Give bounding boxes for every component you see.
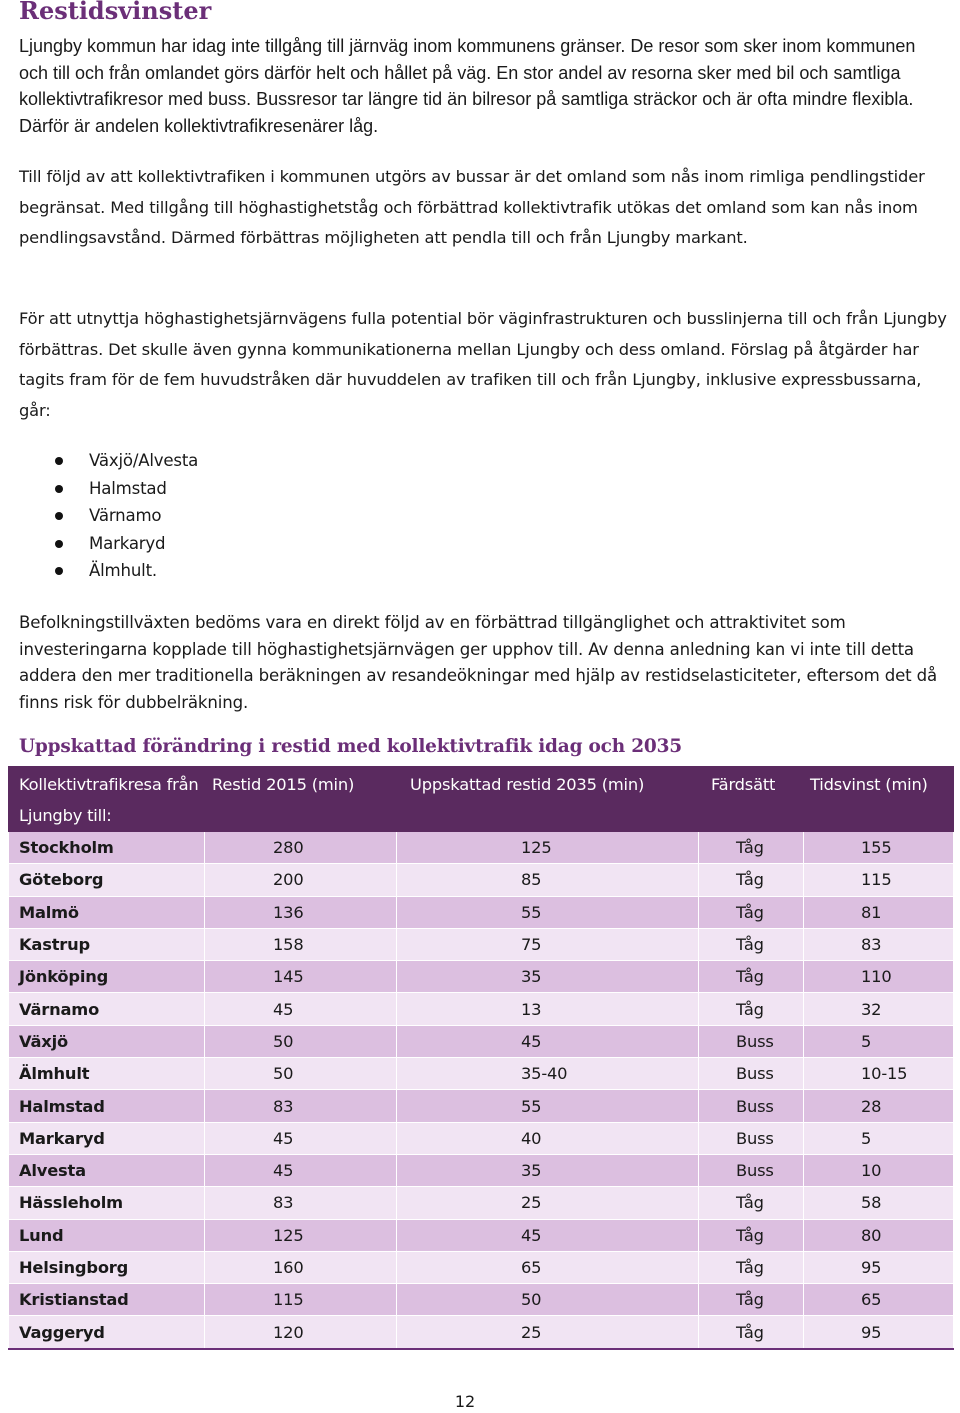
cell-destination: Stockholm [9, 832, 205, 864]
cell-time-2035: 45 [397, 1219, 699, 1251]
cell-time-saved: 155 [804, 832, 954, 864]
cell-time-saved: 10 [804, 1154, 954, 1186]
table-row [9, 928, 954, 960]
cell-time-2015: 158 [205, 928, 397, 960]
cell-time-saved: 58 [804, 1187, 954, 1219]
cell-destination: Malmö [9, 896, 205, 928]
cell-time-2015: 136 [205, 896, 397, 928]
table-row [9, 1025, 954, 1057]
cell-time-2035: 25 [397, 1316, 699, 1349]
cell-mode: Buss [699, 1090, 804, 1122]
cell-time-saved: 65 [804, 1284, 954, 1316]
cell-time-2035: 35-40 [397, 1058, 699, 1090]
cell-time-saved: 81 [804, 896, 954, 928]
cell-time-2015: 115 [205, 1284, 397, 1316]
cell-time-2015: 50 [205, 1058, 397, 1090]
cell-time-2015: 160 [205, 1251, 397, 1283]
paragraph-3: För att utnyttja höghastighetsjärnvägens fulla potential bör väginfrastrukturen och busslinjerna till och från Ljungby förbättras. Det skulle även gynna kommunikationerna mellan Ljungby och dess omland. Förslag på åtgärder har tagits fram för de fem huvudstråken där huvuddelen av trafiken till och från Ljungby, inklusive expressbussarna, går: [19, 309, 947, 420]
bullet-icon [55, 567, 63, 575]
table-row [9, 832, 954, 864]
cell-mode: Tåg [699, 1187, 804, 1219]
travel-time-table [8, 766, 954, 1350]
cell-mode: Tåg [699, 864, 804, 896]
cell-destination: Halmstad [9, 1090, 205, 1122]
cell-destination: Värnamo [9, 993, 205, 1025]
cell-mode: Buss [699, 1122, 804, 1154]
list-item: Älmhult. [0, 557, 198, 585]
cell-time-2035: 40 [397, 1122, 699, 1154]
cell-destination: Markaryd [9, 1122, 205, 1154]
table-row [9, 1058, 954, 1090]
cell-time-saved: 32 [804, 993, 954, 1025]
cell-time-saved: 83 [804, 928, 954, 960]
cell-time-saved: 10-15 [804, 1058, 954, 1090]
header-mode: Färdsätt [699, 767, 804, 832]
table-row [9, 1154, 954, 1186]
paragraph-2: Till följd av att kollektivtrafiken i kommunen utgörs av bussar är det omland som nås inom rimliga pendlingstider begränsat. Med tillgång till höghastighetståg och förbättrad kollektivtrafik utökas det omland som kan nås inom pendlingsavstånd. Därmed förbättras möjligheten att pendla till och från Ljungby markant. [19, 167, 925, 247]
table-row [9, 1219, 954, 1251]
cell-destination: Vaggeryd [9, 1316, 205, 1349]
cell-destination: Hässleholm [9, 1187, 205, 1219]
cell-time-2035: 55 [397, 1090, 699, 1122]
cell-mode: Buss [699, 1154, 804, 1186]
cell-mode: Tåg [699, 1251, 804, 1283]
cell-destination: Älmhult [9, 1058, 205, 1090]
page-title: Restidsvinster [19, 0, 212, 25]
table-row [9, 1090, 954, 1122]
cell-time-saved: 28 [804, 1090, 954, 1122]
cell-time-saved: 5 [804, 1122, 954, 1154]
cell-time-2015: 45 [205, 1154, 397, 1186]
cell-destination: Växjö [9, 1025, 205, 1057]
cell-time-2015: 83 [205, 1090, 397, 1122]
cell-time-2015: 145 [205, 961, 397, 993]
cell-time-saved: 95 [804, 1316, 954, 1349]
cell-mode: Tåg [699, 993, 804, 1025]
list-item: Halmstad [0, 475, 198, 503]
table-title: Uppskattad förändring i restid med kollektivtrafik idag och 2035 [19, 736, 682, 757]
cell-destination: Göteborg [9, 864, 205, 896]
cell-time-2035: 35 [397, 1154, 699, 1186]
cell-time-2015: 83 [205, 1187, 397, 1219]
cell-mode: Tåg [699, 1284, 804, 1316]
table-row [9, 1122, 954, 1154]
bullet-icon [55, 457, 63, 465]
cell-time-2015: 45 [205, 1122, 397, 1154]
header-destination: Kollektivtrafikresa från Ljungby till: [9, 767, 205, 832]
cell-time-saved: 5 [804, 1025, 954, 1057]
cell-time-2035: 35 [397, 961, 699, 993]
cell-time-saved: 80 [804, 1219, 954, 1251]
cell-time-2035: 13 [397, 993, 699, 1025]
cell-mode: Buss [699, 1025, 804, 1057]
table-row [9, 1284, 954, 1316]
cell-destination: Kristianstad [9, 1284, 205, 1316]
header-time-2015: Restid 2015 (min) [205, 767, 397, 832]
list-item: Växjö/Alvesta [0, 447, 198, 475]
cell-time-2035: 55 [397, 896, 699, 928]
list-item: Markaryd [0, 530, 198, 558]
cell-destination: Jönköping [9, 961, 205, 993]
cell-time-2015: 280 [205, 832, 397, 864]
table-header-row [9, 767, 954, 832]
cell-mode: Tåg [699, 1219, 804, 1251]
cell-time-2035: 85 [397, 864, 699, 896]
table-row [9, 896, 954, 928]
table-body [9, 832, 954, 1349]
table-row [9, 864, 954, 896]
table-row [9, 1316, 954, 1349]
route-list [0, 447, 198, 585]
list-item: Värnamo [0, 502, 198, 530]
table-row [9, 1187, 954, 1219]
cell-destination: Alvesta [9, 1154, 205, 1186]
header-time-2035: Uppskattad restid 2035 (min) [397, 767, 699, 832]
paragraph-4: Befolkningstillväxten bedöms vara en direkt följd av en förbättrad tillgänglighet och attraktivitet som investeringarna kopplade till höghastighetsjärnvägen ger upphov till. Av denna anledning kan vi inte till detta addera den mer traditionella beräkningen av resandeökningar med hjälp av restidselasticiteter, eftersom det då finns risk för dubbelräkning. [19, 613, 938, 712]
cell-destination: Lund [9, 1219, 205, 1251]
cell-mode: Buss [699, 1058, 804, 1090]
cell-time-2035: 65 [397, 1251, 699, 1283]
page-number: 12 [454, 1392, 476, 1411]
cell-time-2015: 45 [205, 993, 397, 1025]
header-time-saved: Tidsvinst (min) [804, 767, 954, 832]
cell-time-2035: 125 [397, 832, 699, 864]
bullet-icon [55, 540, 63, 548]
cell-time-saved: 95 [804, 1251, 954, 1283]
intro-paragraph: Ljungby kommun har idag inte tillgång till järnväg inom kommunens gränser. De resor som sker inom kommunen och till och från omlandet görs därför helt och hållet på väg. En stor andel av resorna sker med bil och samtliga kollektivtrafikresor med buss. Bussresor tar längre tid än bilresor på samtliga sträckor och är ofta mindre flexibla. Därför är andelen kollektivtrafikresenärer låg. [19, 36, 916, 136]
cell-mode: Tåg [699, 1316, 804, 1349]
cell-destination: Helsingborg [9, 1251, 205, 1283]
cell-time-2035: 50 [397, 1284, 699, 1316]
cell-time-2015: 200 [205, 864, 397, 896]
table-row [9, 1251, 954, 1283]
table-row [9, 961, 954, 993]
cell-time-2015: 125 [205, 1219, 397, 1251]
cell-destination: Kastrup [9, 928, 205, 960]
bullet-icon [55, 512, 63, 520]
table-row [9, 993, 954, 1025]
cell-time-2035: 75 [397, 928, 699, 960]
cell-time-2035: 45 [397, 1025, 699, 1057]
cell-time-2015: 120 [205, 1316, 397, 1349]
cell-time-saved: 115 [804, 864, 954, 896]
cell-mode: Tåg [699, 896, 804, 928]
bullet-icon [55, 485, 63, 493]
cell-time-2015: 50 [205, 1025, 397, 1057]
cell-mode: Tåg [699, 961, 804, 993]
cell-mode: Tåg [699, 832, 804, 864]
cell-time-saved: 110 [804, 961, 954, 993]
cell-time-2035: 25 [397, 1187, 699, 1219]
cell-mode: Tåg [699, 928, 804, 960]
